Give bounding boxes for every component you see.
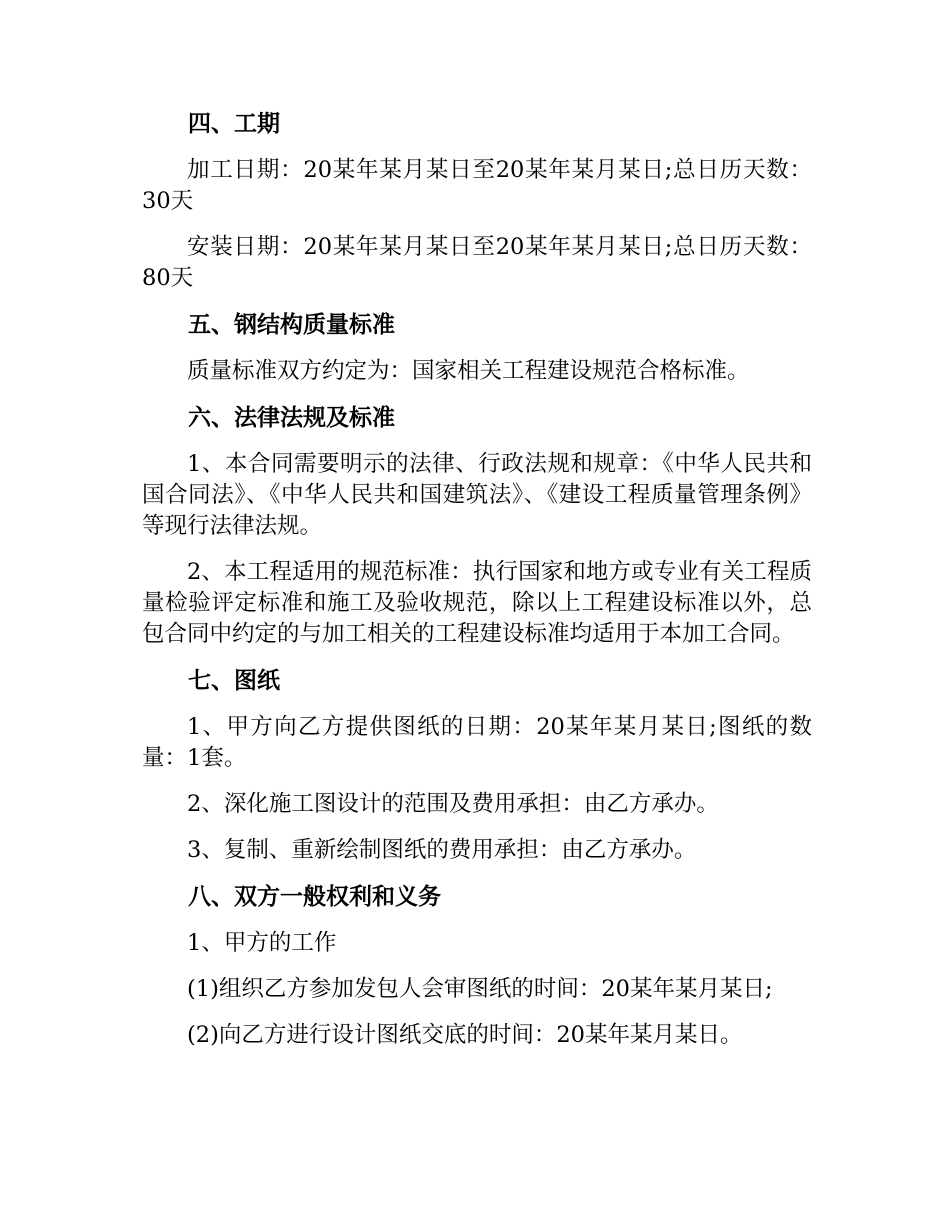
section-heading: 五、钢结构质量标准 bbox=[188, 312, 395, 338]
section-rights-obligations bbox=[142, 881, 812, 1051]
document-page bbox=[142, 108, 812, 1066]
paragraph: 2、本工程适用的规范标准：执行国家和地方或专业有关工程质量检验评定标准和施工及验收规范，除以上工程建设标准以外，总包合同中约定的与加工相关的工程建设标准均适用于本加工合同。 bbox=[142, 559, 812, 647]
paragraph: 1、甲方向乙方提供图纸的日期：20某年某月某日;图纸的数量：1套。 bbox=[142, 714, 812, 771]
paragraph: 质量标准双方约定为：国家相关工程建设规范合格标准。 bbox=[187, 358, 750, 384]
paragraph: (2)向乙方进行设计图纸交底的时间：20某年某月某日。 bbox=[187, 1022, 743, 1048]
paragraph: 3、复制、重新绘制图纸的费用承担：由乙方承办。 bbox=[187, 837, 697, 863]
section-laws-standards bbox=[142, 402, 812, 650]
paragraph: 1、甲方的工作 bbox=[187, 930, 337, 956]
section-heading: 四、工期 bbox=[188, 111, 280, 137]
paragraph: 2、深化施工图设计的范围及费用承担：由乙方承办。 bbox=[187, 791, 719, 817]
section-schedule bbox=[142, 108, 812, 294]
paragraph: 1、本合同需要明示的法律、行政法规和规章：《中华人民共和国合同法》、《中华人民共和国建筑法》、《建设工程质量管理条例》等现行法律法规。 bbox=[142, 451, 812, 539]
section-quality-standard bbox=[142, 309, 812, 387]
paragraph: (1)组织乙方参加发包人会审图纸的时间：20某年某月某日; bbox=[187, 976, 773, 1002]
paragraph: 加工日期：20某年某月某日至20某年某月某日;总日历天数：30天 bbox=[142, 157, 812, 214]
section-drawings bbox=[142, 665, 812, 866]
section-heading: 八、双方一般权利和义务 bbox=[188, 884, 441, 910]
section-heading: 六、法律法规及标准 bbox=[188, 405, 395, 431]
paragraph: 安装日期：20某年某月某日至20某年某月某日;总日历天数：80天 bbox=[142, 234, 812, 291]
section-heading: 七、图纸 bbox=[188, 668, 280, 694]
